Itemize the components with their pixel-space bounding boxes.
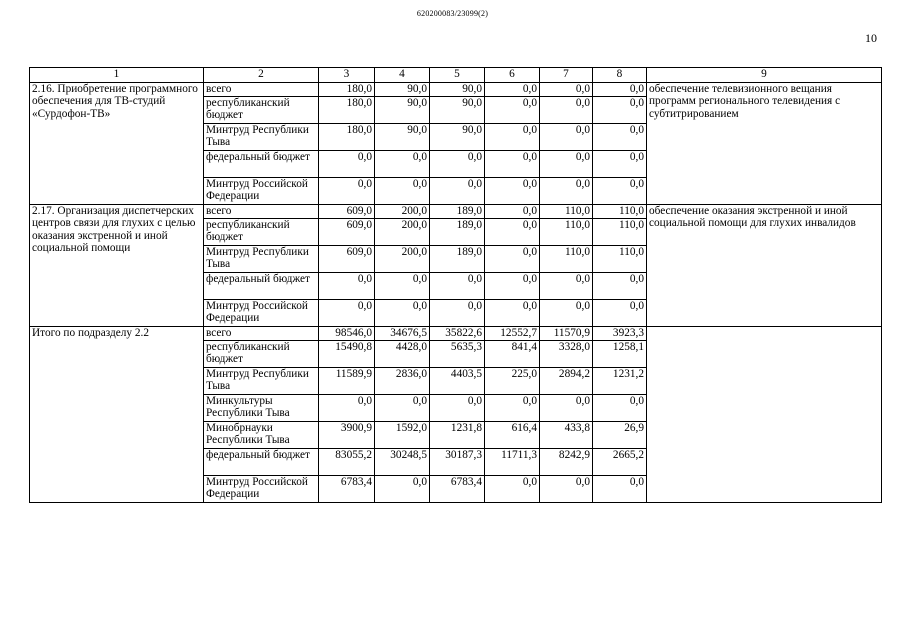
value-cell: 189,0 bbox=[430, 246, 485, 273]
value-cell: 0,0 bbox=[540, 178, 593, 205]
funding-source: федеральный бюджет bbox=[204, 273, 319, 300]
table-row bbox=[30, 205, 882, 219]
value-cell: 3900,9 bbox=[319, 422, 375, 449]
value-cell: 30187,3 bbox=[430, 449, 485, 476]
column-header: 8 bbox=[593, 68, 647, 83]
value-cell: 0,0 bbox=[430, 178, 485, 205]
value-cell: 0,0 bbox=[430, 273, 485, 300]
value-cell: 189,0 bbox=[430, 205, 485, 219]
value-cell: 110,0 bbox=[540, 205, 593, 219]
column-header: 6 bbox=[485, 68, 540, 83]
value-cell: 0,0 bbox=[375, 273, 430, 300]
value-cell: 0,0 bbox=[593, 97, 647, 124]
value-cell: 1231,2 bbox=[593, 368, 647, 395]
value-cell: 3328,0 bbox=[540, 341, 593, 368]
value-cell: 0,0 bbox=[375, 178, 430, 205]
value-cell: 180,0 bbox=[319, 83, 375, 97]
value-cell: 0,0 bbox=[593, 395, 647, 422]
value-cell: 35822,6 bbox=[430, 327, 485, 341]
column-header: 1 bbox=[30, 68, 204, 83]
section-note: обеспечение телевизионного вещания программ регионального телевидения с субтитрированием bbox=[647, 83, 882, 205]
value-cell: 8242,9 bbox=[540, 449, 593, 476]
value-cell: 0,0 bbox=[593, 178, 647, 205]
value-cell: 0,0 bbox=[375, 395, 430, 422]
value-cell: 0,0 bbox=[485, 97, 540, 124]
funding-source: всего bbox=[204, 327, 319, 341]
section-title: Итого по подразделу 2.2 bbox=[30, 327, 204, 503]
funding-source: Минтруд Российской Федерации bbox=[204, 300, 319, 327]
value-cell: 0,0 bbox=[540, 124, 593, 151]
value-cell: 433,8 bbox=[540, 422, 593, 449]
value-cell: 0,0 bbox=[540, 300, 593, 327]
funding-source: Минтруд Республики Тыва bbox=[204, 246, 319, 273]
value-cell: 0,0 bbox=[319, 151, 375, 178]
value-cell: 0,0 bbox=[593, 151, 647, 178]
value-cell: 110,0 bbox=[593, 205, 647, 219]
value-cell: 609,0 bbox=[319, 219, 375, 246]
value-cell: 0,0 bbox=[540, 273, 593, 300]
value-cell: 6783,4 bbox=[319, 476, 375, 503]
funding-source: всего bbox=[204, 83, 319, 97]
value-cell: 609,0 bbox=[319, 205, 375, 219]
value-cell: 180,0 bbox=[319, 97, 375, 124]
column-header: 4 bbox=[375, 68, 430, 83]
value-cell: 0,0 bbox=[485, 273, 540, 300]
value-cell: 3923,3 bbox=[593, 327, 647, 341]
value-cell: 90,0 bbox=[430, 83, 485, 97]
table-row bbox=[30, 83, 882, 97]
value-cell: 2894,2 bbox=[540, 368, 593, 395]
table-row bbox=[30, 327, 882, 341]
value-cell: 1258,1 bbox=[593, 341, 647, 368]
value-cell: 1231,8 bbox=[430, 422, 485, 449]
value-cell: 200,0 bbox=[375, 219, 430, 246]
value-cell: 0,0 bbox=[485, 151, 540, 178]
funding-source: федеральный бюджет bbox=[204, 449, 319, 476]
value-cell: 11570,9 bbox=[540, 327, 593, 341]
value-cell: 110,0 bbox=[593, 246, 647, 273]
value-cell: 1592,0 bbox=[375, 422, 430, 449]
value-cell: 0,0 bbox=[593, 124, 647, 151]
document-id: 620200083/23099(2) bbox=[416, 9, 489, 18]
header-row bbox=[30, 68, 882, 83]
value-cell: 0,0 bbox=[485, 205, 540, 219]
funding-source: Минтруд Российской Федерации bbox=[204, 178, 319, 205]
value-cell: 0,0 bbox=[375, 151, 430, 178]
value-cell: 11589,9 bbox=[319, 368, 375, 395]
value-cell: 609,0 bbox=[319, 246, 375, 273]
value-cell: 0,0 bbox=[540, 97, 593, 124]
value-cell: 0,0 bbox=[430, 151, 485, 178]
value-cell: 0,0 bbox=[375, 300, 430, 327]
column-header: 7 bbox=[540, 68, 593, 83]
value-cell: 0,0 bbox=[593, 273, 647, 300]
funding-source: Минобрнауки Республики Тыва bbox=[204, 422, 319, 449]
value-cell: 0,0 bbox=[485, 300, 540, 327]
section-title: 2.16. Приобретение программного обеспечения для ТВ-студий «Сурдофон-ТВ» bbox=[30, 83, 204, 205]
value-cell: 110,0 bbox=[540, 246, 593, 273]
funding-source: Минтруд Республики Тыва bbox=[204, 124, 319, 151]
value-cell: 0,0 bbox=[319, 273, 375, 300]
value-cell: 26,9 bbox=[593, 422, 647, 449]
value-cell: 90,0 bbox=[430, 97, 485, 124]
value-cell: 0,0 bbox=[593, 300, 647, 327]
value-cell: 0,0 bbox=[319, 395, 375, 422]
table-body bbox=[30, 83, 882, 503]
funding-source: всего bbox=[204, 205, 319, 219]
column-header: 5 bbox=[430, 68, 485, 83]
value-cell: 2836,0 bbox=[375, 368, 430, 395]
funding-source: республиканский бюджет bbox=[204, 341, 319, 368]
value-cell: 200,0 bbox=[375, 205, 430, 219]
value-cell: 0,0 bbox=[540, 476, 593, 503]
funding-table bbox=[29, 67, 882, 503]
funding-source: Минтруд Республики Тыва bbox=[204, 368, 319, 395]
value-cell: 90,0 bbox=[375, 83, 430, 97]
value-cell: 30248,5 bbox=[375, 449, 430, 476]
value-cell: 225,0 bbox=[485, 368, 540, 395]
value-cell: 0,0 bbox=[485, 124, 540, 151]
value-cell: 0,0 bbox=[540, 395, 593, 422]
value-cell: 0,0 bbox=[485, 476, 540, 503]
value-cell: 0,0 bbox=[485, 178, 540, 205]
funding-source: Минтруд Российской Федерации bbox=[204, 476, 319, 503]
value-cell: 2665,2 bbox=[593, 449, 647, 476]
funding-source: Минкультуры Республики Тыва bbox=[204, 395, 319, 422]
value-cell: 90,0 bbox=[430, 124, 485, 151]
value-cell: 0,0 bbox=[540, 83, 593, 97]
funding-source: федеральный бюджет bbox=[204, 151, 319, 178]
value-cell: 0,0 bbox=[540, 151, 593, 178]
section-note: обеспечение оказания экстренной и иной социальной помощи для глухих инвалидов bbox=[647, 205, 882, 327]
value-cell: 180,0 bbox=[319, 124, 375, 151]
value-cell: 0,0 bbox=[430, 395, 485, 422]
value-cell: 12552,7 bbox=[485, 327, 540, 341]
column-header: 9 bbox=[647, 68, 882, 83]
value-cell: 0,0 bbox=[485, 395, 540, 422]
value-cell: 0,0 bbox=[485, 83, 540, 97]
value-cell: 0,0 bbox=[319, 300, 375, 327]
value-cell: 5635,3 bbox=[430, 341, 485, 368]
value-cell: 0,0 bbox=[593, 83, 647, 97]
value-cell: 616,4 bbox=[485, 422, 540, 449]
value-cell: 4428,0 bbox=[375, 341, 430, 368]
value-cell: 0,0 bbox=[485, 219, 540, 246]
value-cell: 34676,5 bbox=[375, 327, 430, 341]
value-cell: 200,0 bbox=[375, 246, 430, 273]
value-cell: 4403,5 bbox=[430, 368, 485, 395]
value-cell: 83055,2 bbox=[319, 449, 375, 476]
value-cell: 0,0 bbox=[593, 476, 647, 503]
funding-source: республиканский бюджет bbox=[204, 219, 319, 246]
value-cell: 841,4 bbox=[485, 341, 540, 368]
value-cell: 0,0 bbox=[375, 476, 430, 503]
column-header: 3 bbox=[319, 68, 375, 83]
page-number: 10 bbox=[865, 31, 877, 45]
value-cell: 6783,4 bbox=[430, 476, 485, 503]
column-header: 2 bbox=[204, 68, 319, 83]
funding-source: республиканский бюджет bbox=[204, 97, 319, 124]
section-note bbox=[647, 327, 882, 503]
value-cell: 110,0 bbox=[593, 219, 647, 246]
value-cell: 11711,3 bbox=[485, 449, 540, 476]
value-cell: 90,0 bbox=[375, 97, 430, 124]
value-cell: 0,0 bbox=[430, 300, 485, 327]
value-cell: 15490,8 bbox=[319, 341, 375, 368]
value-cell: 189,0 bbox=[430, 219, 485, 246]
section-title: 2.17. Организация диспетчерских центров связи для глухих с целью оказания экстренной и иной социальной помощи bbox=[30, 205, 204, 327]
value-cell: 110,0 bbox=[540, 219, 593, 246]
value-cell: 90,0 bbox=[375, 124, 430, 151]
value-cell: 0,0 bbox=[319, 178, 375, 205]
value-cell: 0,0 bbox=[485, 246, 540, 273]
value-cell: 98546,0 bbox=[319, 327, 375, 341]
